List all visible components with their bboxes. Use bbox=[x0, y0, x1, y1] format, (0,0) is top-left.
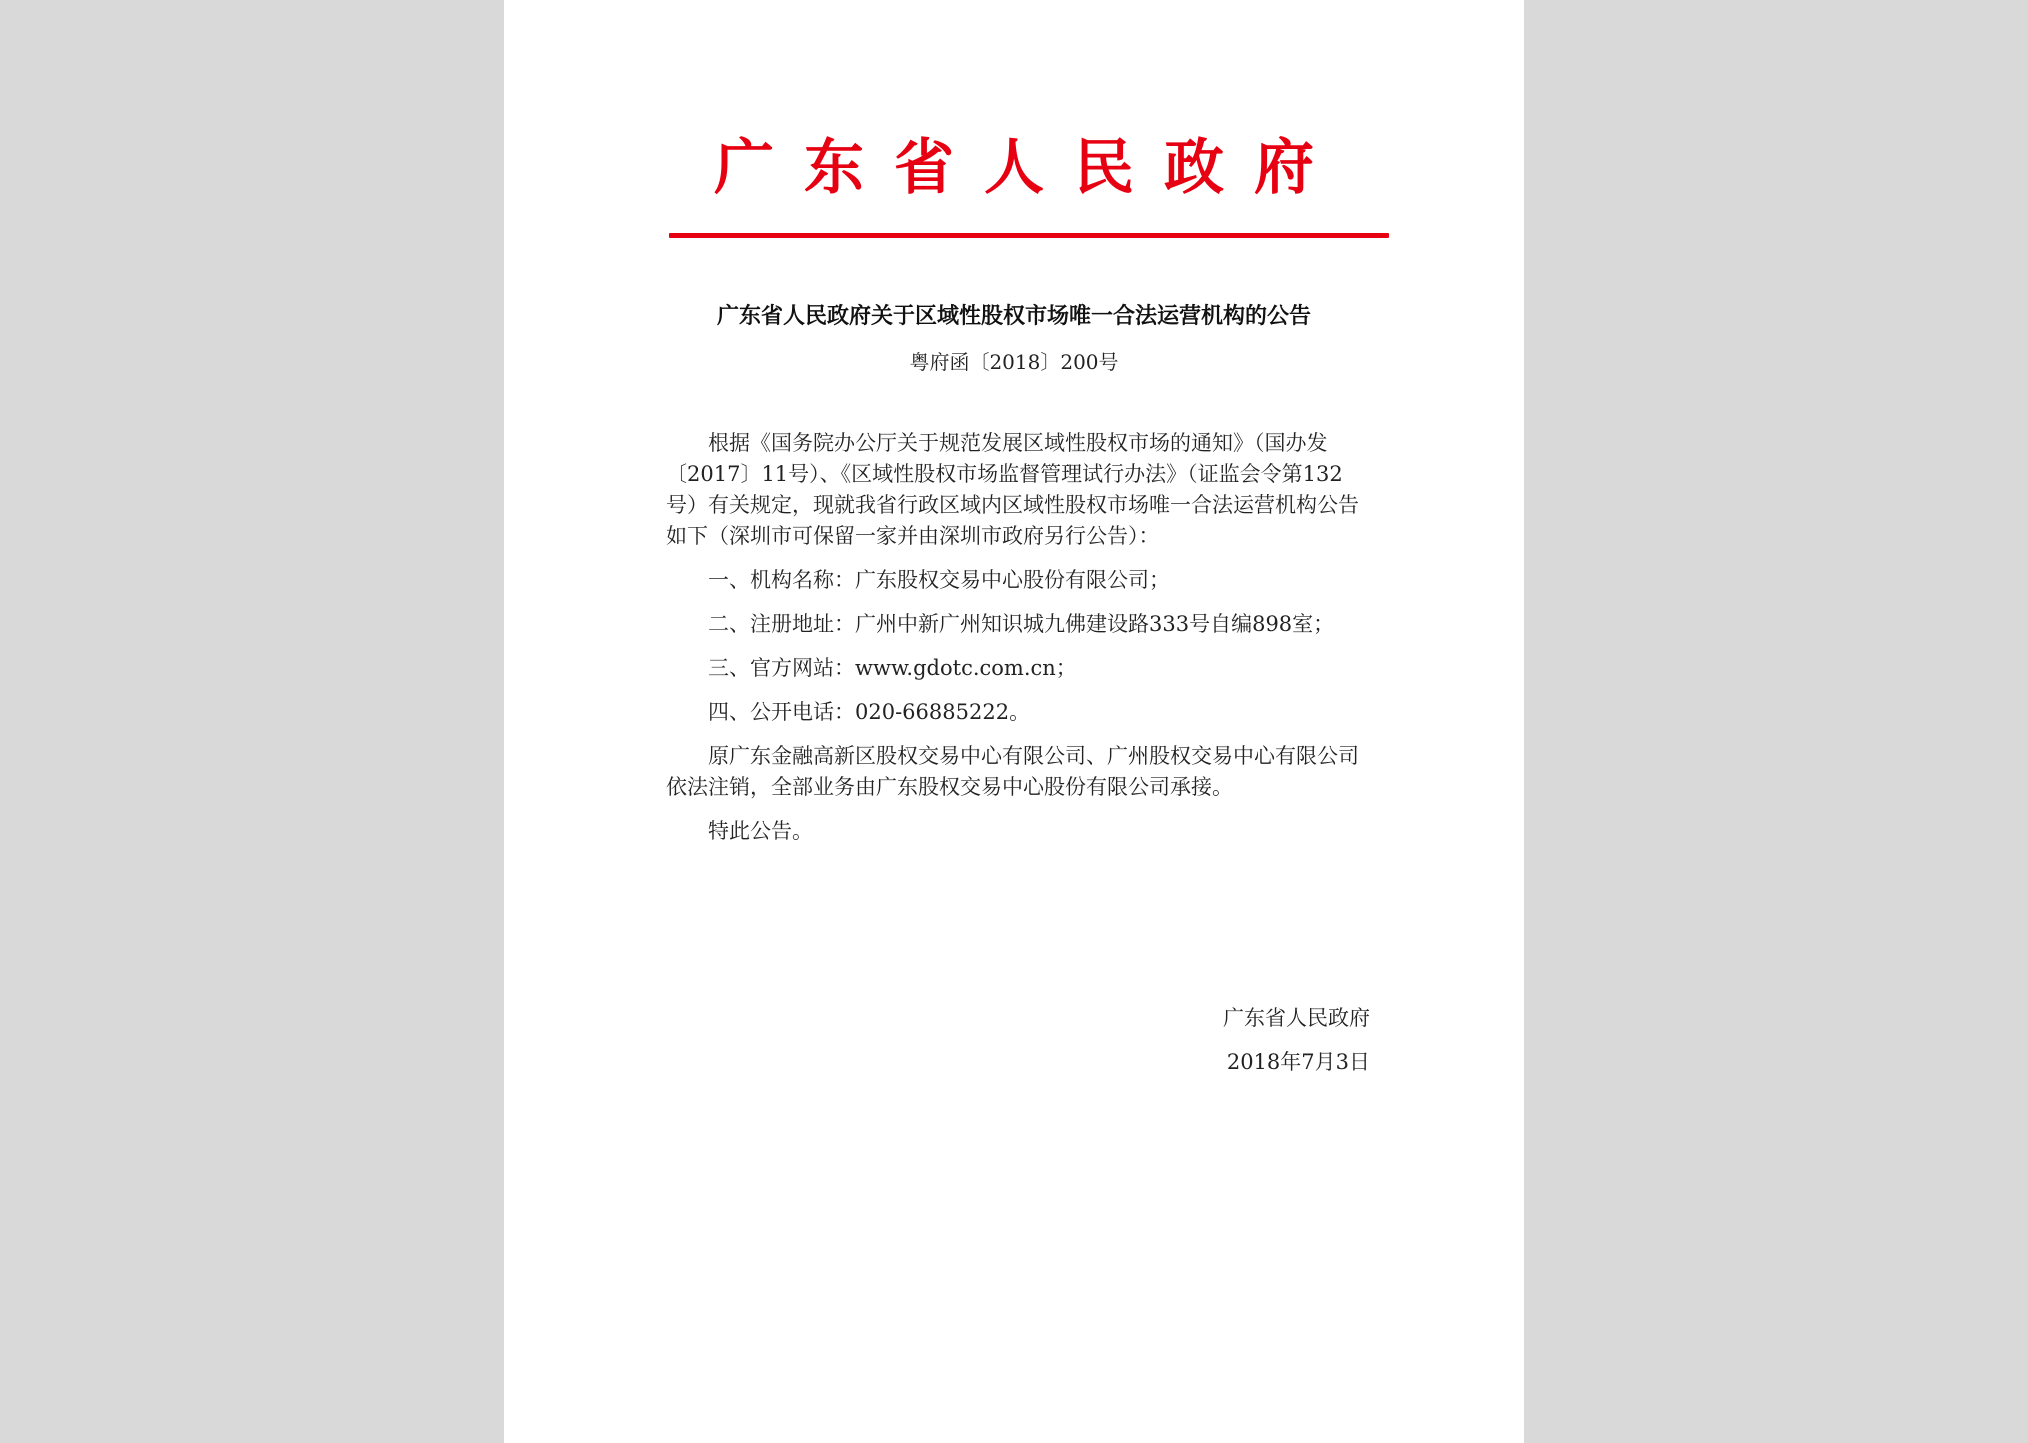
body-item-address: 二、注册地址：广州中新广州知识城九佛建设路333号自编898室； bbox=[708, 612, 1335, 636]
signature-issuer: 广东省人民政府 bbox=[1223, 1006, 1370, 1030]
document-page bbox=[504, 0, 1524, 1443]
signature-block bbox=[1223, 996, 1370, 1084]
document-body bbox=[666, 428, 1372, 860]
document-number: 粤府函〔2018〕200号 bbox=[909, 350, 1119, 374]
body-item-website: 三、官方网站：www.gdotc.com.cn； bbox=[708, 656, 1077, 680]
body-item-phone: 四、公开电话：020-66885222。 bbox=[708, 700, 1031, 724]
body-paragraph-intro: 根据《国务院办公厅关于规范发展区域性股权市场的通知》（国办发〔2017〕11号）、《区域性股权市场监督管理试行办法》（证监会令第132号）有关规定，现就我省行政区域内区域性股权市场唯一合法运营机构公告如下（深圳市可保留一家并由深圳市政府另行公告）： bbox=[666, 431, 1359, 548]
signature-date: 2018年7月3日 bbox=[1226, 1050, 1370, 1074]
body-paragraph-closing: 特此公告。 bbox=[708, 819, 813, 843]
body-item-name: 一、机构名称：广东股权交易中心股份有限公司； bbox=[708, 568, 1170, 592]
letterhead-title: 广东省人民政府 bbox=[714, 133, 1344, 203]
body-paragraph-merger: 原广东金融高新区股权交易中心有限公司、广州股权交易中心有限公司依法注销，全部业务由广东股权交易中心股份有限公司承接。 bbox=[666, 744, 1359, 799]
letterhead-red-rule bbox=[669, 233, 1389, 238]
document-title: 广东省人民政府关于区域性股权市场唯一合法运营机构的公告 bbox=[716, 303, 1311, 329]
